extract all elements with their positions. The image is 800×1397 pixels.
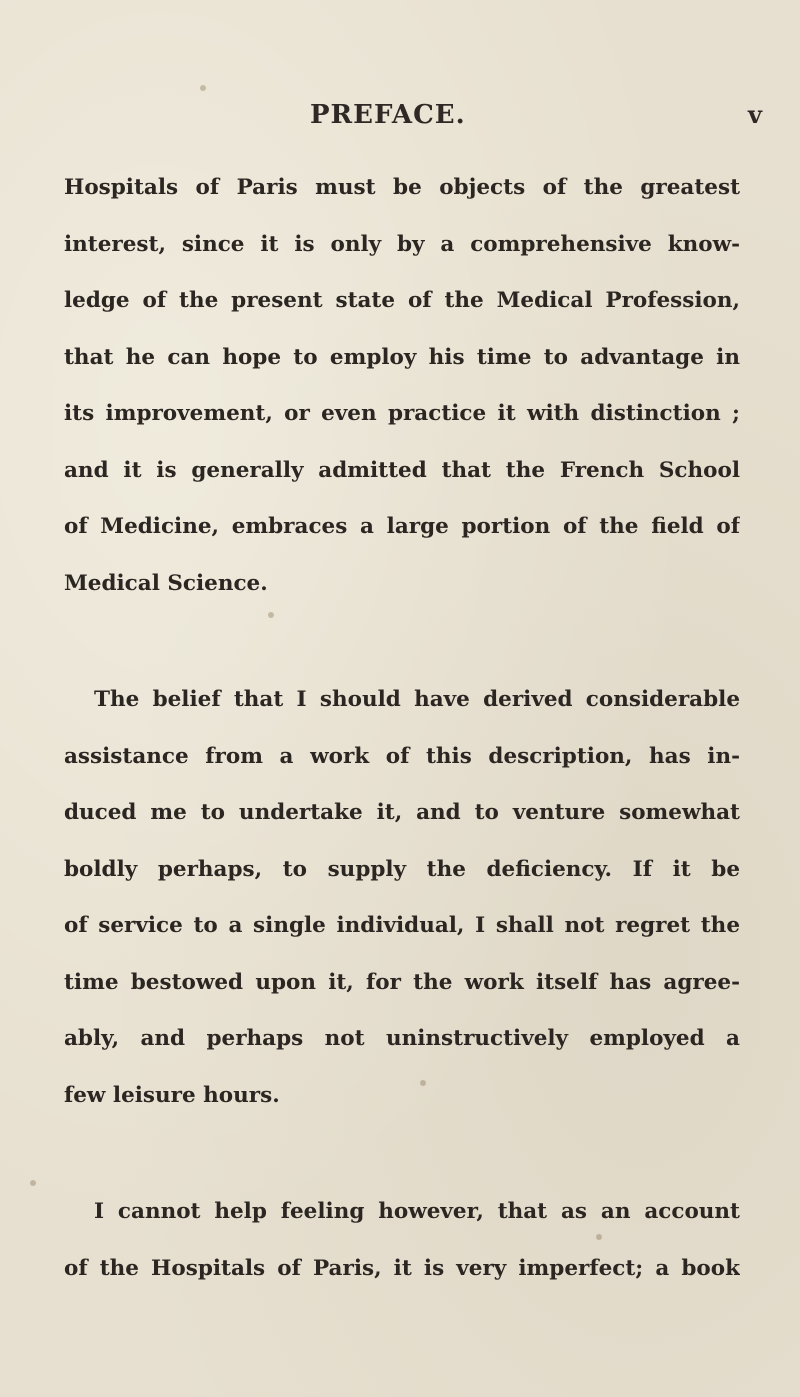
paragraph-gap: [64, 612, 740, 672]
text-line: boldly perhaps, to supply the deficiency. If it be: [64, 856, 740, 882]
text-line: ably, and perhaps not uninstructively employed a: [64, 1026, 740, 1051]
paper-speck: [596, 1234, 602, 1240]
text-line: Medical Science.: [64, 570, 268, 596]
text-line: Hospitals of Paris must be objects of the greatest: [64, 175, 740, 200]
page-number: v: [748, 100, 762, 129]
text-line: of Medicine, embraces a large portion of the field of: [64, 514, 740, 539]
page-header: [0, 100, 800, 140]
paper-speck: [200, 85, 206, 91]
text-line: few leisure hours.: [64, 1082, 280, 1108]
paragraph-gap: [64, 1124, 740, 1184]
paper-speck: [30, 1180, 36, 1186]
text-line: duced me to undertake it, and to venture somewhat: [64, 800, 740, 825]
body-text: [64, 160, 740, 1297]
text-line: of the Hospitals of Paris, it is very imperfect; a book: [64, 1255, 740, 1281]
text-line: of service to a single individual, I shall not regret the: [64, 913, 740, 938]
text-line: interest, since it is only by a comprehensive know-: [64, 231, 740, 257]
paper-speck: [420, 1080, 426, 1086]
text-line: ledge of the present state of the Medical Profession,: [64, 288, 740, 313]
paragraph-3: [64, 1184, 740, 1297]
text-line: and it is generally admitted that the French School: [64, 457, 740, 483]
paper-speck: [268, 612, 274, 618]
text-line: I cannot help feeling however, that as an account: [94, 1199, 740, 1224]
text-line: time bestowed upon it, for the work itself has agree-: [64, 969, 740, 995]
text-line: assistance from a work of this description, has in-: [64, 743, 740, 769]
text-line: its improvement, or even practice it with distinction ;: [64, 401, 740, 426]
paragraph-1: [64, 160, 740, 612]
running-title: PREFACE.: [310, 100, 466, 130]
text-line: The belief that I should have derived considerable: [94, 687, 740, 712]
paragraph-2: [64, 672, 740, 1124]
text-line: that he can hope to employ his time to advantage in: [64, 344, 740, 370]
